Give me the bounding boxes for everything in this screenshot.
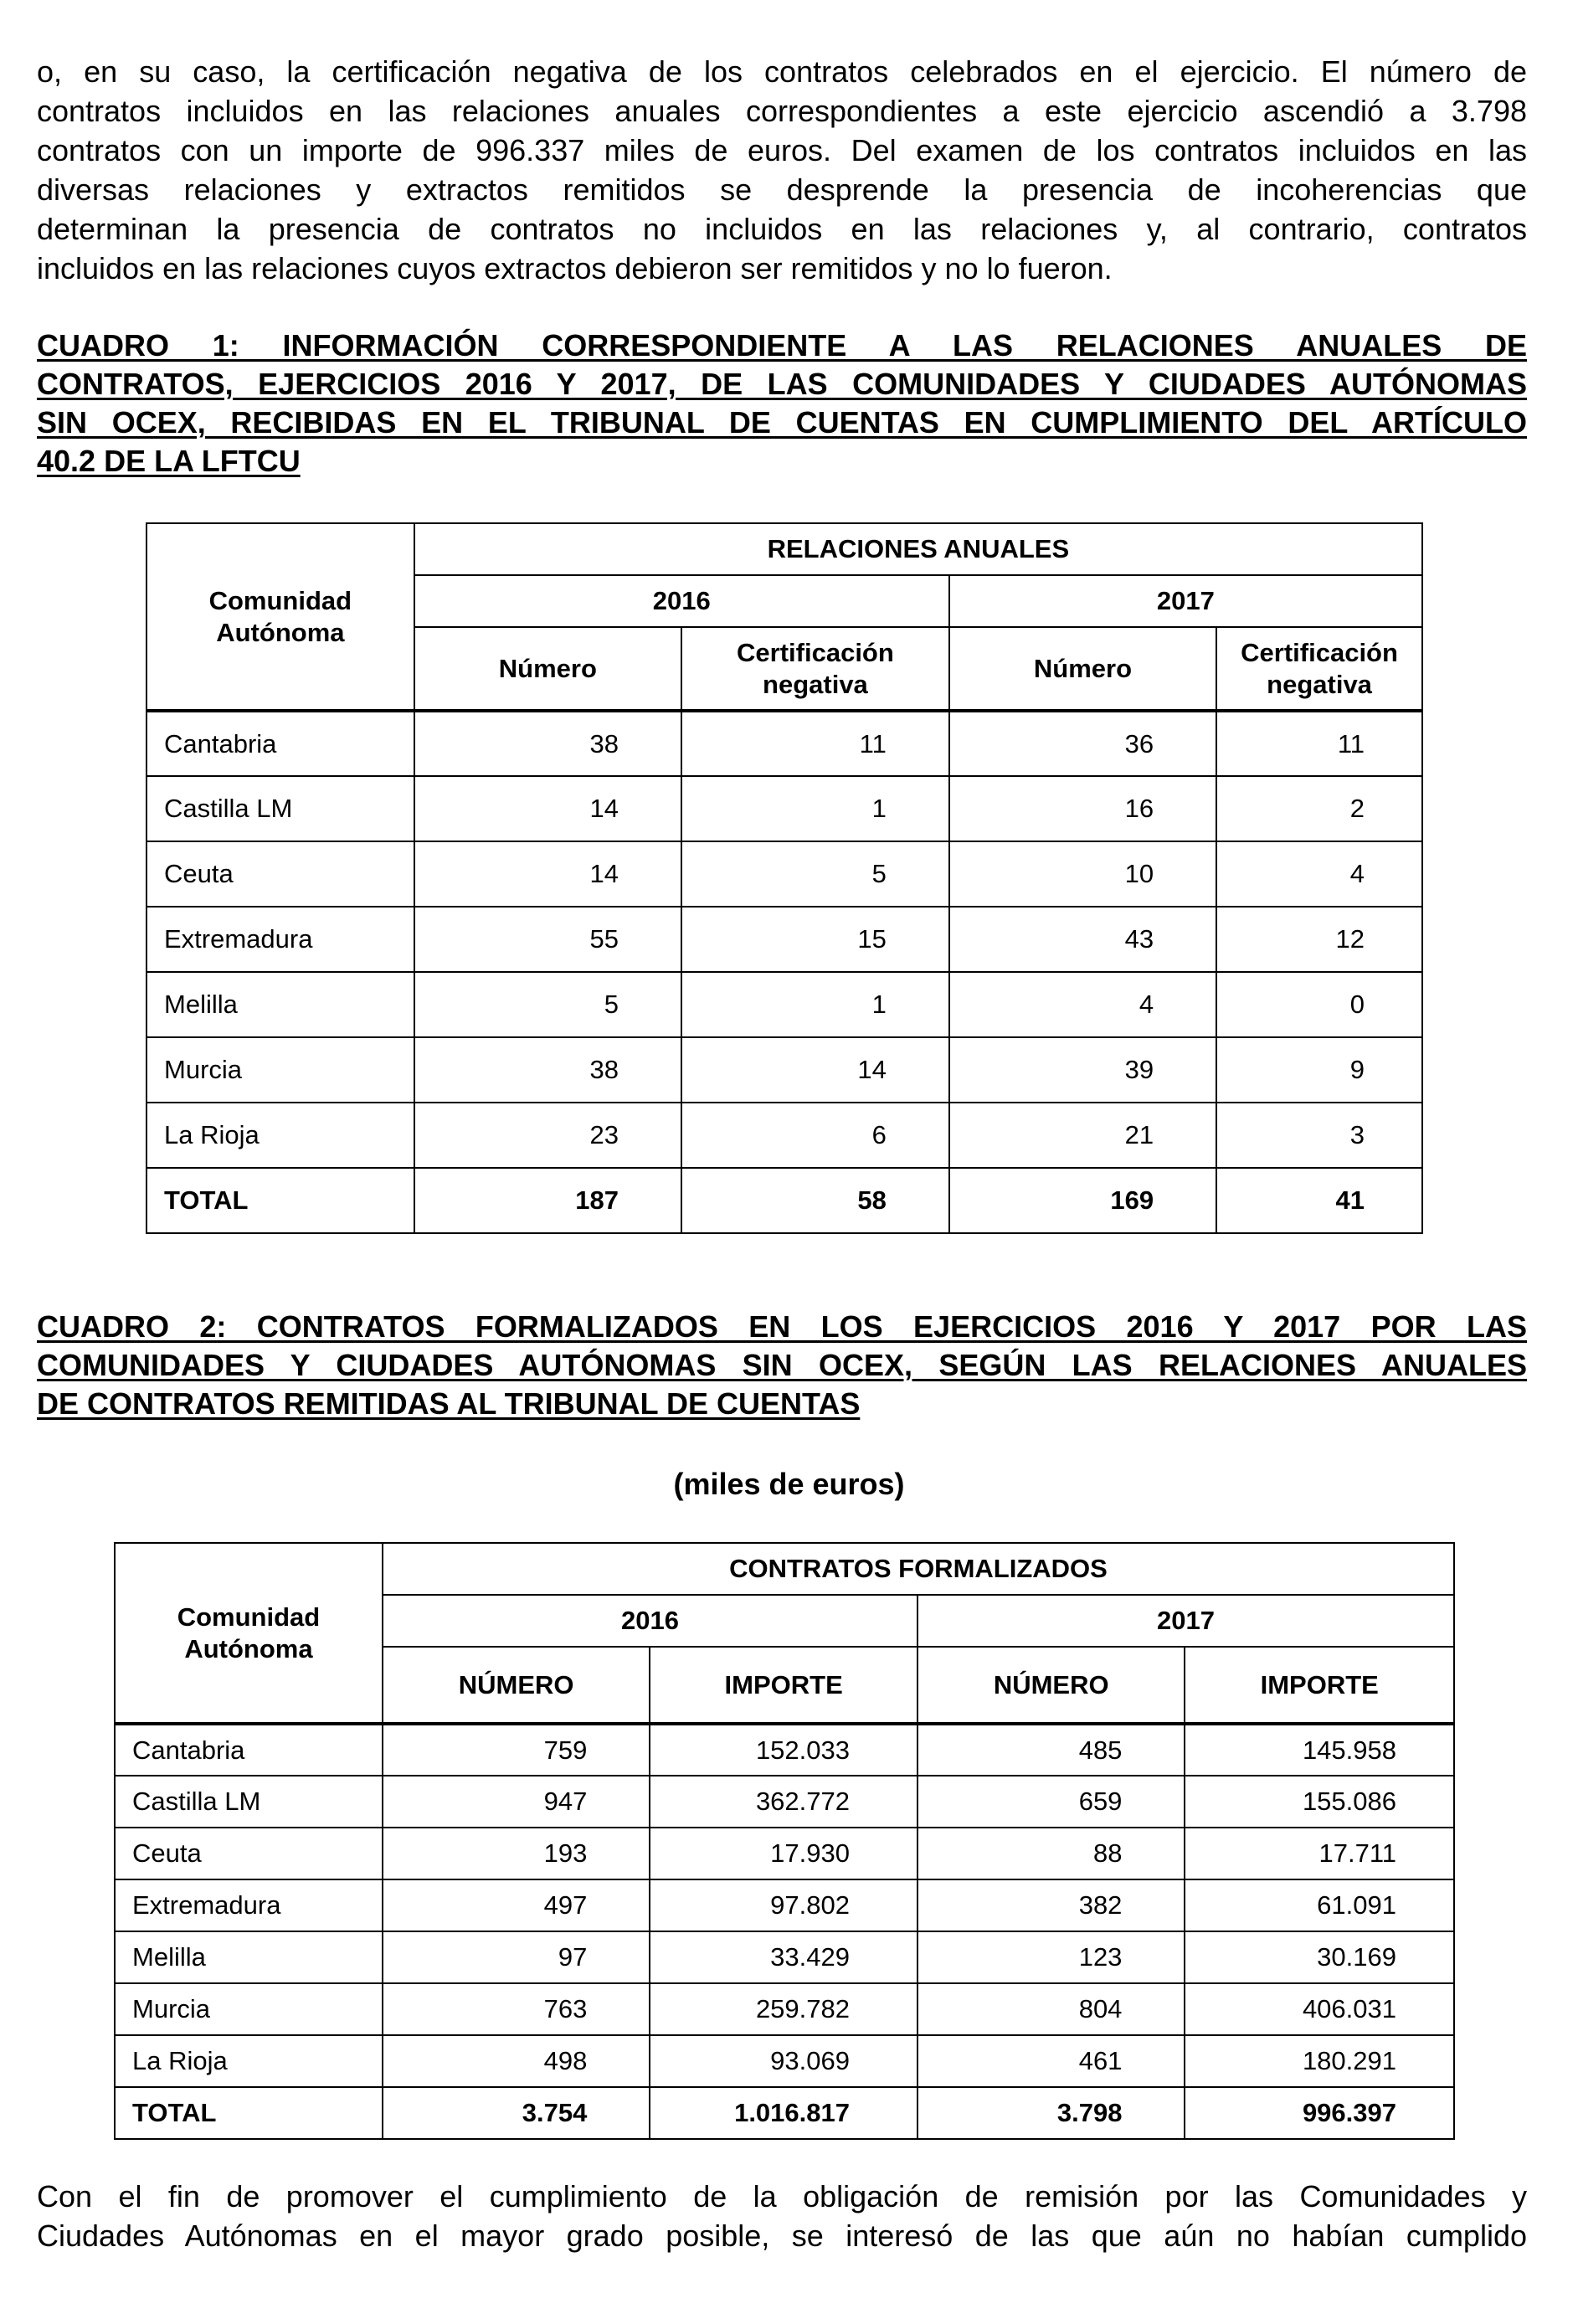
cell-value: 155.086: [1185, 1776, 1454, 1828]
cell-value: 659: [918, 1776, 1185, 1828]
cell-community: Ceuta: [146, 841, 414, 907]
text-line: contratos incluidos en las relaciones anuales correspondientes a este ejercicio ascendió a 3.798: [37, 94, 1527, 128]
table-row: [115, 1828, 1454, 1879]
cell-value: 61.091: [1185, 1879, 1454, 1931]
cell-value: 193: [383, 1828, 650, 1879]
cell-value: 0: [1216, 972, 1422, 1037]
header-community: Comunidad Autónoma: [146, 523, 414, 711]
cell-value: 2: [1216, 776, 1422, 841]
cell-value: 93.069: [650, 2035, 918, 2087]
text-line: Ciudades Autónomas en el mayor grado posible, se interesó de las que aún no habían cumplido: [37, 2219, 1527, 2253]
header-year-2016: 2016: [414, 575, 949, 627]
cell-value: 169: [949, 1168, 1216, 1233]
cell-value: 12: [1216, 907, 1422, 972]
cell-value: 996.397: [1185, 2087, 1454, 2139]
text-line: determinan la presencia de contratos no incluidos en las relaciones y, al contrario, contratos: [37, 212, 1527, 246]
title-line: CONTRATOS, EJERCICIOS 2016 Y 2017, DE LAS COMUNIDADES Y CIUDADES AUTÓNOMAS: [37, 367, 1527, 401]
cell-value: 1.016.817: [650, 2087, 918, 2139]
cell-value: 804: [918, 1983, 1185, 2035]
cell-value: 497: [383, 1879, 650, 1931]
cell-value: 58: [681, 1168, 949, 1233]
table-row: [146, 972, 1422, 1037]
cell-value: 33.429: [650, 1931, 918, 1983]
table-row: [146, 1037, 1422, 1103]
header-group: CONTRATOS FORMALIZADOS: [383, 1543, 1454, 1595]
cell-value: 14: [414, 841, 681, 907]
table-row: [115, 1983, 1454, 2035]
cell-value: 180.291: [1185, 2035, 1454, 2087]
header-cert-2016: Certificación negativa: [681, 627, 949, 711]
cell-value: 23: [414, 1103, 681, 1168]
table-row: [146, 776, 1422, 841]
cell-value: 14: [681, 1037, 949, 1103]
cell-value: 485: [918, 1724, 1185, 1776]
cell-value: 406.031: [1185, 1983, 1454, 2035]
cell-value: 15: [681, 907, 949, 972]
cell-value: 5: [414, 972, 681, 1037]
header-number-2017: Número: [949, 627, 1216, 711]
cell-community: Melilla: [115, 1931, 383, 1983]
title-line: 40.2 DE LA LFTCU: [37, 444, 301, 478]
cell-value: 4: [1216, 841, 1422, 907]
cell-community: Extremadura: [146, 907, 414, 972]
cell-value: 6: [681, 1103, 949, 1168]
text-line: incluidos en las relaciones cuyos extractos debieron ser remitidos y no lo fueron.: [37, 251, 1113, 285]
header-number-2016: NÚMERO: [383, 1647, 650, 1724]
cell-value: 259.782: [650, 1983, 918, 2035]
outro-paragraph: [37, 2177, 1527, 2255]
total-row: [115, 2087, 1454, 2139]
cell-community: TOTAL: [115, 2087, 383, 2139]
cell-value: 43: [949, 907, 1216, 972]
header-number-2016: Número: [414, 627, 681, 711]
header-group: RELACIONES ANUALES: [414, 523, 1422, 575]
cell-value: 3: [1216, 1103, 1422, 1168]
table-row: [115, 2035, 1454, 2087]
cell-value: 97.802: [650, 1879, 918, 1931]
table-row: [115, 1879, 1454, 1931]
cell-value: 17.711: [1185, 1828, 1454, 1879]
title-line: DE CONTRATOS REMITIDAS AL TRIBUNAL DE CUENTAS: [37, 1386, 861, 1421]
cell-value: 3.754: [383, 2087, 650, 2139]
cell-value: 947: [383, 1776, 650, 1828]
cell-community: Cantabria: [146, 711, 414, 776]
total-row: [146, 1168, 1422, 1233]
cell-value: 14: [414, 776, 681, 841]
cell-value: 11: [1216, 711, 1422, 776]
cell-value: 21: [949, 1103, 1216, 1168]
cell-value: 38: [414, 711, 681, 776]
cell-value: 55: [414, 907, 681, 972]
cell-community: Castilla LM: [115, 1776, 383, 1828]
cell-value: 123: [918, 1931, 1185, 1983]
cell-value: 187: [414, 1168, 681, 1233]
cell-value: 382: [918, 1879, 1185, 1931]
cell-community: Extremadura: [115, 1879, 383, 1931]
cell-community: La Rioja: [115, 2035, 383, 2087]
cuadro2-table: [114, 1542, 1455, 2140]
cell-community: Murcia: [146, 1037, 414, 1103]
cell-value: 17.930: [650, 1828, 918, 1879]
table-row: [146, 711, 1422, 776]
title-line: COMUNIDADES Y CIUDADES AUTÓNOMAS SIN OCEX, SEGÚN LAS RELACIONES ANUALES: [37, 1348, 1527, 1382]
cell-value: 4: [949, 972, 1216, 1037]
text-line: contratos con un importe de 996.337 miles de euros. Del examen de los contratos incluidos en las: [37, 133, 1527, 167]
cell-value: 88: [918, 1828, 1185, 1879]
header-amount-2016: IMPORTE: [650, 1647, 918, 1724]
table-row: [146, 907, 1422, 972]
cuadro1-table: [146, 522, 1423, 1234]
cell-value: 759: [383, 1724, 650, 1776]
cell-community: Melilla: [146, 972, 414, 1037]
cell-value: 498: [383, 2035, 650, 2087]
cell-community: Murcia: [115, 1983, 383, 2035]
cell-value: 1: [681, 972, 949, 1037]
cell-value: 461: [918, 2035, 1185, 2087]
cell-value: 5: [681, 841, 949, 907]
header-cert-2017: Certificación negativa: [1216, 627, 1422, 711]
cuadro1-title: [37, 326, 1527, 481]
cell-value: 38: [414, 1037, 681, 1103]
cell-value: 1: [681, 776, 949, 841]
title-line: CUADRO 2: CONTRATOS FORMALIZADOS EN LOS EJERCICIOS 2016 Y 2017 POR LAS: [37, 1309, 1527, 1344]
cell-value: 152.033: [650, 1724, 918, 1776]
header-amount-2017: IMPORTE: [1185, 1647, 1454, 1724]
table-row: [115, 1724, 1454, 1776]
header-number-2017: NÚMERO: [918, 1647, 1185, 1724]
cell-value: 763: [383, 1983, 650, 2035]
cell-value: 10: [949, 841, 1216, 907]
cell-community: Cantabria: [115, 1724, 383, 1776]
table-row: [115, 1931, 1454, 1983]
cell-community: Castilla LM: [146, 776, 414, 841]
cell-community: Ceuta: [115, 1828, 383, 1879]
cuadro2-title: [37, 1308, 1527, 1423]
cell-value: 97: [383, 1931, 650, 1983]
table-row: [146, 841, 1422, 907]
cell-value: 36: [949, 711, 1216, 776]
text-line: o, en su caso, la certificación negativa de los contratos celebrados en el ejercicio. El número de: [37, 54, 1527, 89]
cell-value: 16: [949, 776, 1216, 841]
text-line: Con el fin de promover el cumplimiento de la obligación de remisión por las Comunidades y: [37, 2179, 1527, 2213]
cell-community: TOTAL: [146, 1168, 414, 1233]
header-year-2016: 2016: [383, 1595, 918, 1647]
text-line: diversas relaciones y extractos remitidos se desprende la presencia de incoherencias que: [37, 172, 1527, 207]
table-row: [146, 1103, 1422, 1168]
cell-value: 362.772: [650, 1776, 918, 1828]
cell-value: 11: [681, 711, 949, 776]
header-year-2017: 2017: [949, 575, 1422, 627]
header-year-2017: 2017: [918, 1595, 1454, 1647]
title-line: SIN OCEX, RECIBIDAS EN EL TRIBUNAL DE CUENTAS EN CUMPLIMIENTO DEL ARTÍCULO: [37, 405, 1527, 440]
cell-value: 3.798: [918, 2087, 1185, 2139]
title-line: CUADRO 1: INFORMACIÓN CORRESPONDIENTE A LAS RELACIONES ANUALES DE: [37, 328, 1527, 362]
cell-value: 9: [1216, 1037, 1422, 1103]
cell-value: 30.169: [1185, 1931, 1454, 1983]
cell-value: 41: [1216, 1168, 1422, 1233]
cell-community: La Rioja: [146, 1103, 414, 1168]
units-caption: (miles de euros): [673, 1467, 905, 1501]
cell-value: 39: [949, 1037, 1216, 1103]
header-community: Comunidad Autónoma: [115, 1543, 383, 1724]
table-row: [115, 1776, 1454, 1828]
intro-paragraph: [37, 52, 1527, 288]
cell-value: 145.958: [1185, 1724, 1454, 1776]
